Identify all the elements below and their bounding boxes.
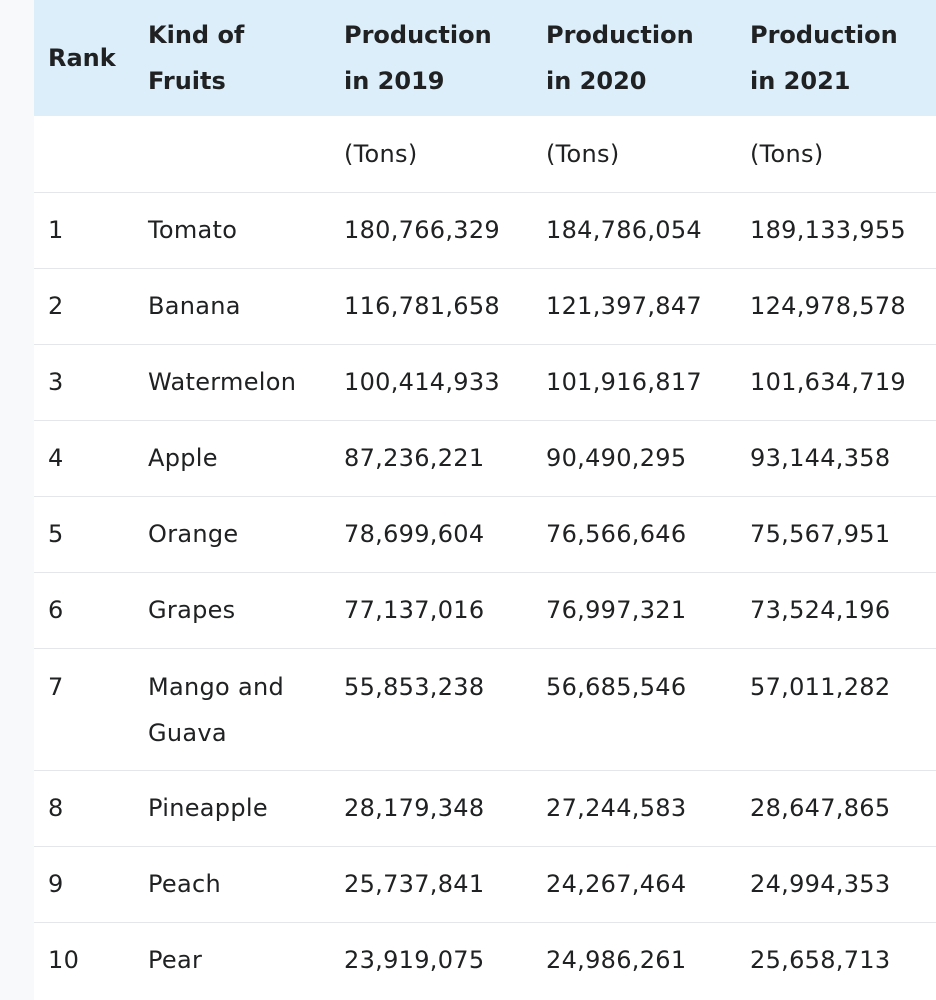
header-production-2019-line2: in 2019 [344,67,445,95]
units-rank-cell [34,116,148,192]
cell-rank: 2 [48,292,64,320]
cell-production-2020: 27,244,583 [546,794,687,822]
table-row [34,572,936,648]
cell-production-2021: 25,658,713 [750,946,891,975]
cell-production-2021: 28,647,865 [750,794,891,822]
cell-production-2021: 101,634,719 [750,368,906,396]
cell-rank: 8 [48,794,64,822]
cell-production-2020: 90,490,295 [546,444,687,472]
table-header-row [34,0,936,116]
cell-rank: 6 [48,596,64,624]
header-production-2021-line2: in 2021 [750,67,851,95]
header-kind-of-fruits-line2: Fruits [148,67,226,95]
header-production-2019-line1: Production [344,21,492,49]
table-row [34,344,936,420]
cell-production-2020: 24,267,464 [546,870,687,898]
cell-production-2020: 24,986,261 [546,946,687,975]
units-2021: (Tons) [750,139,824,168]
cell-production-2021: 57,011,282 [750,672,891,701]
units-2020: (Tons) [546,139,620,168]
cell-production-2021: 93,144,358 [750,444,891,472]
cell-production-2019: 100,414,933 [344,368,500,396]
cell-production-2021: 124,978,578 [750,292,906,320]
fruit-production-table-container [34,0,936,1000]
cell-rank: 4 [48,444,64,472]
cell-fruit: Banana [148,292,241,320]
cell-fruit: Grapes [148,596,236,624]
cell-rank: 7 [48,672,64,701]
cell-rank: 9 [48,870,64,898]
header-production-2021 [750,0,936,116]
cell-production-2020: 101,916,817 [546,368,702,396]
table-row [34,420,936,496]
header-production-2020-line2: in 2020 [546,67,647,95]
table-row [34,846,936,922]
cell-production-2019: 23,919,075 [344,946,485,975]
table-row [34,192,936,268]
cell-fruit: Apple [148,444,218,472]
cell-production-2020: 121,397,847 [546,292,702,320]
cell-production-2019: 116,781,658 [344,292,500,320]
table-row [34,648,936,770]
cell-production-2019: 77,137,016 [344,596,485,624]
header-production-2021-line1: Production [750,21,898,49]
cell-production-2019: 78,699,604 [344,520,485,548]
cell-production-2021: 24,994,353 [750,870,891,898]
table-row [34,922,936,998]
cell-production-2021: 189,133,955 [750,216,906,244]
header-kind-of-fruits [148,0,344,116]
header-kind-of-fruits-line1: Kind of [148,21,245,49]
header-rank: Rank [48,44,116,72]
header-production-2019 [344,0,546,116]
cell-rank: 10 [48,946,80,975]
cell-production-2020: 184,786,054 [546,216,702,244]
cell-rank: 3 [48,368,64,396]
units-fruit-cell [148,116,344,192]
cell-production-2019: 55,853,238 [344,672,485,701]
units-row [34,116,936,192]
cell-production-2020: 76,566,646 [546,520,687,548]
cell-production-2019: 180,766,329 [344,216,500,244]
cell-fruit [148,648,344,770]
cell-rank: 1 [48,216,64,244]
cell-fruit: Peach [148,870,221,898]
cell-production-2021: 75,567,951 [750,520,891,548]
cell-fruit: Orange [148,520,239,548]
cell-fruit: Pear [148,946,203,975]
cell-production-2020: 76,997,321 [546,596,687,624]
cell-fruit-text: Mango and Guava [148,672,285,747]
cell-production-2021: 73,524,196 [750,596,891,624]
header-production-2020 [546,0,750,116]
cell-production-2019: 87,236,221 [344,444,485,472]
table-row [34,268,936,344]
units-2019: (Tons) [344,139,418,168]
cell-fruit: Pineapple [148,794,268,822]
fruit-production-table [34,0,936,998]
cell-production-2020: 56,685,546 [546,672,687,701]
table-row [34,770,936,846]
cell-production-2019: 28,179,348 [344,794,485,822]
header-production-2020-line1: Production [546,21,694,49]
cell-production-2019: 25,737,841 [344,870,485,898]
cell-rank: 5 [48,520,64,548]
cell-fruit: Watermelon [148,368,297,396]
cell-fruit: Tomato [148,216,238,244]
table-row [34,496,936,572]
